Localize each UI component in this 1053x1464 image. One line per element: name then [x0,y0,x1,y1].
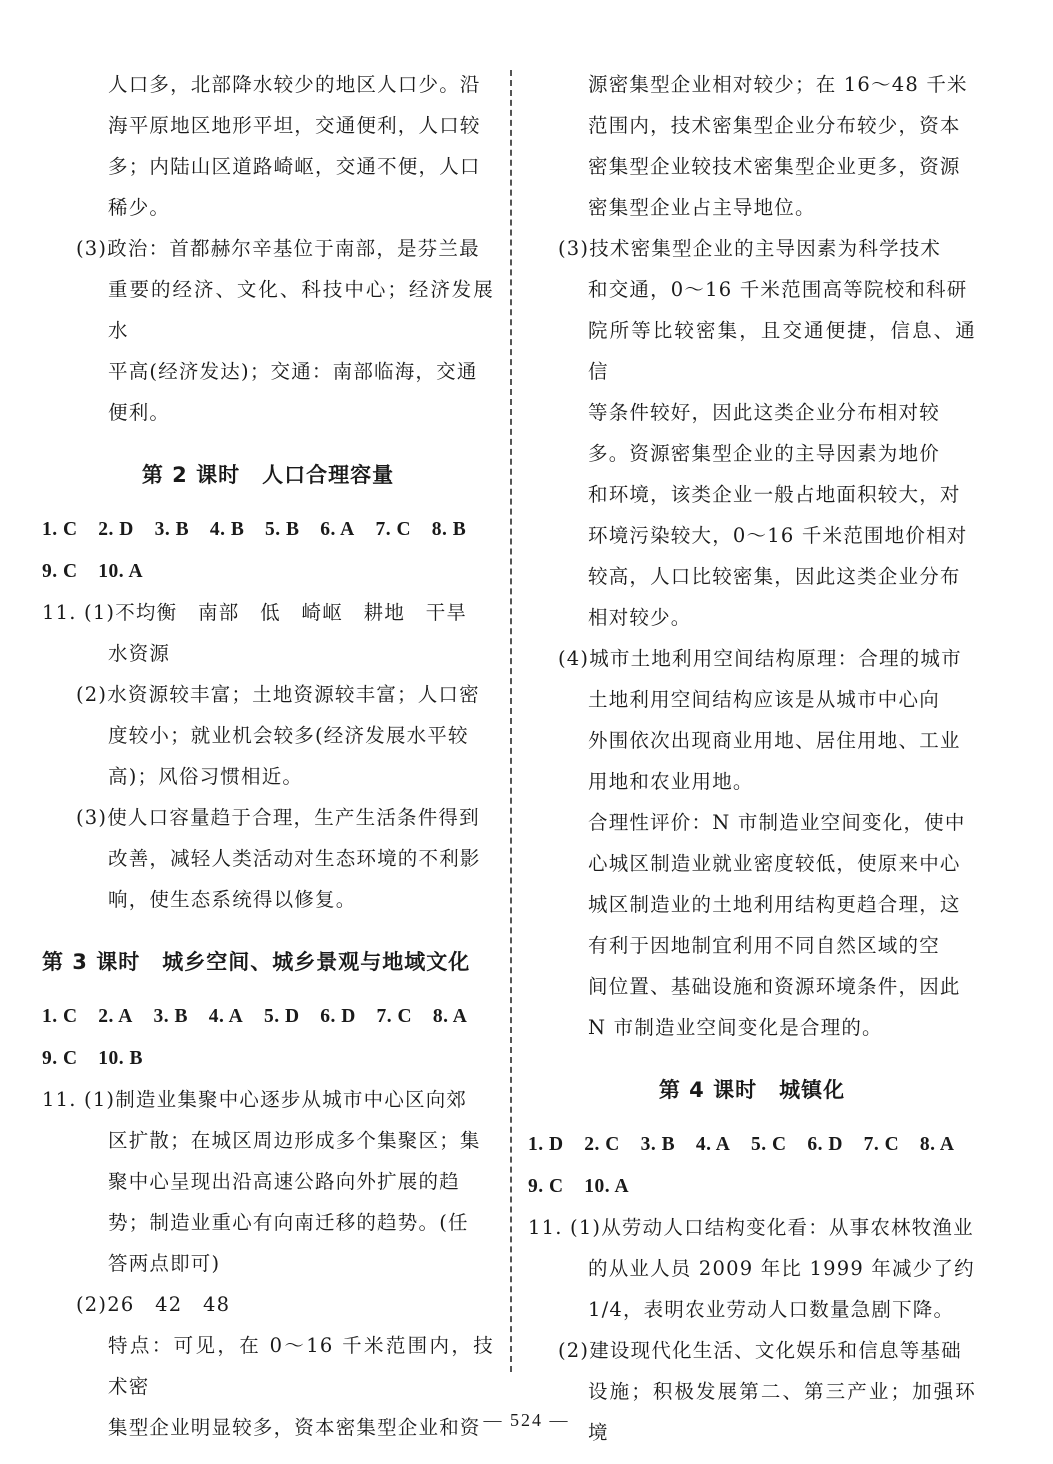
text-line: 势；制造业重心有向南迁移的趋势。(任 [108,1211,469,1234]
text-line: 土地利用空间结构应该是从城市中心向 [588,688,940,711]
text-line: 的从业人员 2009 年比 1999 年减少了约 [588,1257,975,1280]
section-title-lesson-2: 第 2 课时 人口合理容量 [141,463,395,487]
text-line: 设施；积极发展第二、第三产业；加强环境 [588,1380,976,1444]
text-line: 等条件较好，因此这类企业分布相对较 [588,401,940,424]
answer-item: 7. C [376,1006,413,1027]
text-line: 区扩散；在城区周边形成多个集聚区；集 [108,1129,481,1152]
text-line: 和交通，0～16 千米范围高等院校和科研 [588,278,968,301]
left-column [42,64,494,1448]
text-line: 心城区制造业就业密度较低，使原来中心 [588,852,961,875]
text-line: 相对较少。 [588,606,692,629]
text-line: (4)城市土地利用空间结构原理：合理的城市 [558,647,962,670]
page-number: — 524 — [483,1410,570,1430]
answer-item: 6. D [807,1134,843,1155]
text-line: 有利于因地制宜利用不同自然区域的空 [588,934,940,957]
answer-item: 7. C [863,1134,900,1155]
text-line: (2)建设现代化生活、文化娱乐和信息等基础 [558,1339,962,1362]
text-line: 外围依次出现商业用地、居住用地、工业 [588,729,961,752]
section-title-lesson-3: 第 3 课时 城乡空间、城乡景观与地域文化 [42,950,471,974]
text-line: 多。资源密集型企业的主导因素为地价 [588,442,940,465]
text-line: 特点：可见，在 0～16 千米范围内，技术密 [108,1334,494,1398]
answer-item: 3. B [154,519,190,540]
text-line: 重要的经济、文化、科技中心；经济发展水 [108,278,494,342]
answer-item: 2. A [98,1006,133,1027]
text-line: 环境污染较大，0～16 千米范围地价相对 [588,524,968,547]
text-line: 密集型企业占主导地位。 [588,196,816,219]
text-line: 平高(经济发达)；交通：南部临海，交通 [108,360,478,383]
text-line: 稀少。 [108,196,171,219]
answer-item: 8. A [432,1006,468,1027]
answer-item: 5. B [265,519,300,540]
text-line: 改善，减轻人类活动对生态环境的不利影 [108,847,481,870]
column-divider [510,70,512,1372]
text-line: (3)政治：首都赫尔辛基位于南部，是芬兰最 [76,237,480,260]
text-line: 源密集型企业相对较少；在 16～48 千米 [588,73,968,96]
answer-item: 10. A [584,1176,630,1197]
answer-item: 9. C [528,1176,564,1197]
text-line: 度较小；就业机会较多(经济发展水平较 [108,724,469,747]
text-line: 多；内陆山区道路崎岖，交通不便，人口 [108,155,481,178]
answer-item: 10. B [98,1048,144,1069]
text-line: 11. (1)制造业集聚中心逐步从城市中心区向郊 [42,1088,468,1111]
answer-item: 5. D [263,1006,300,1027]
answer-item: 4. A [208,1006,244,1027]
text-line: 11. (1)从劳动人口结构变化看：从事农林牧渔业 [528,1216,974,1239]
answer-item: 8. A [919,1134,955,1155]
answer-item: 4. B [209,519,245,540]
text-line: 聚中心呈现出沿高速公路向外扩展的趋 [108,1170,460,1193]
answer-row [528,1123,976,1165]
text-line: 院所等比较密集，且交通便捷，信息、通信 [588,319,976,383]
text-line: (2)水资源较丰富；土地资源较丰富；人口密 [76,683,480,706]
answer-item: 3. B [153,1006,189,1027]
text-line: 城区制造业的土地利用结构更趋合理，这 [588,893,961,916]
text-line: 密集型企业较技术密集型企业更多，资源 [588,155,961,178]
text-line: 高)；风俗习惯相近。 [108,765,304,788]
answer-row [42,1037,494,1079]
text-line: 和环境，该类企业一般占地面积较大，对 [588,483,961,506]
answer-item: 2. D [98,519,134,540]
answer-item: 8. B [431,519,467,540]
text-line: 合理性评价：N 市制造业空间变化，使中 [588,811,966,834]
text-line: 1/4，表明农业劳动人口数量急剧下降。 [588,1298,955,1321]
text-line: 水资源 [108,642,171,665]
text-line: 间位置、基础设施和资源环境条件，因此 [588,975,961,998]
text-line: 响，使生态系统得以修复。 [108,888,357,911]
text-line: 人口多，北部降水较少的地区人口少。沿 [108,73,481,96]
text-line: 范围内，技术密集型企业分布较少，资本 [588,114,961,137]
section-title-lesson-4: 第 4 课时 城镇化 [658,1078,846,1102]
answer-row [528,1165,976,1207]
text-line: 11. (1)不均衡 南部 低 崎岖 耕地 干旱 [42,601,468,624]
answer-item: 10. A [98,561,144,582]
answer-item: 5. C [751,1134,787,1155]
text-line: 较高，人口比较密集，因此这类企业分布 [588,565,961,588]
right-column [528,64,976,1453]
answer-row [42,508,494,550]
answer-row [42,995,494,1037]
answer-item: 6. A [320,519,355,540]
text-line: (3)技术密集型企业的主导因素为科学技术 [558,237,942,260]
text-line: 海平原地区地形平坦，交通便利，人口较 [108,114,481,137]
text-line: 答两点即可) [108,1252,221,1275]
answer-item: 2. C [584,1134,620,1155]
answer-item: 6. D [320,1006,356,1027]
answer-item: 9. C [42,561,78,582]
text-line: (3)使人口容量趋于合理，生产生活条件得到 [76,806,480,829]
answer-item: 9. C [42,1048,78,1069]
text-line: (2)26 42 48 [76,1293,231,1316]
text-line: 便利。 [108,401,171,424]
answer-row [42,550,494,592]
answer-item: 1. D [528,1134,564,1155]
answer-item: 1. C [42,519,78,540]
answer-item: 7. C [375,519,412,540]
text-line: 用地和农业用地。 [588,770,754,793]
answer-item: 3. B [640,1134,676,1155]
answer-item: 4. A [695,1134,731,1155]
answer-item: 1. C [42,1006,78,1027]
text-line: 集型企业明显较多，资本密集型企业和资 [108,1416,481,1439]
text-line: N 市制造业空间变化是合理的。 [588,1016,883,1039]
